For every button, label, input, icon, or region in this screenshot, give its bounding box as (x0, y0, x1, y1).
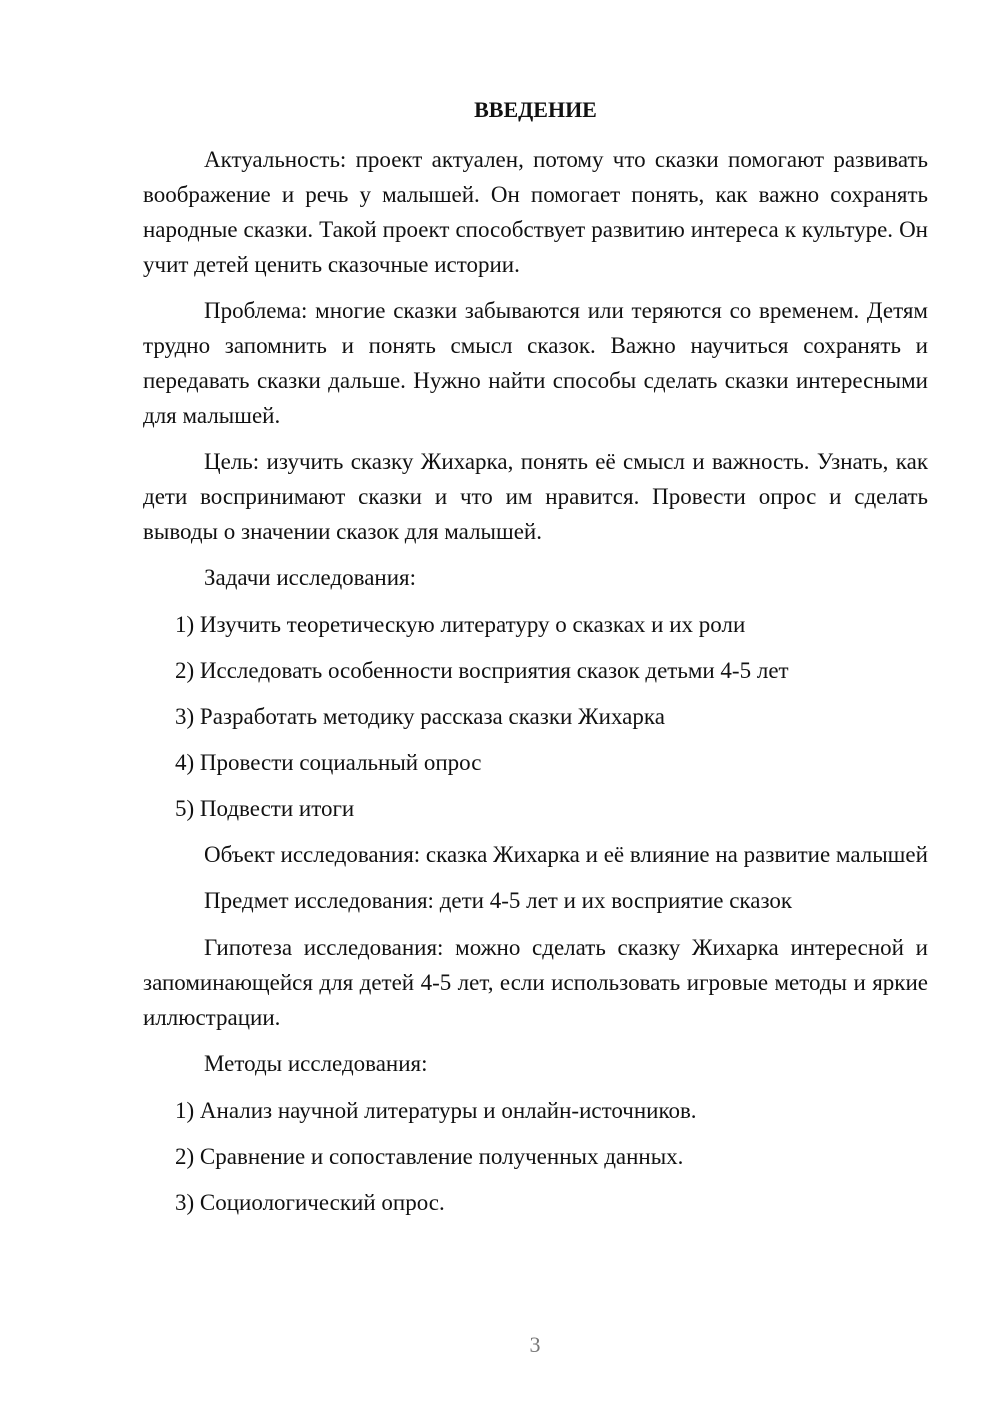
list-item: 1) Изучить теоретическую литературу о сказках и их роли (175, 612, 746, 637)
tasks-heading: Задачи исследования: (204, 565, 417, 590)
relevance-paragraph: Актуальность: проект актуален, потому что сказки помогают развивать воображение и речь у малышей. Он помогает понять, как важно сохранять народные сказки. Такой проект способствует развитию интереса к культуре. Он учит детей ценить сказочные истории. (143, 147, 928, 277)
document-page (143, 92, 928, 1231)
methods-heading: Методы исследования: (204, 1051, 428, 1076)
page-number: 3 (529, 1332, 541, 1357)
problem-paragraph: Проблема: многие сказки забываются или теряются со временем. Детям трудно запомнить и понять смысл сказок. Важно научиться сохранять и передавать сказки дальше. Нужно найти способы сделать сказки интересными для малышей. (143, 298, 928, 428)
list-item: 3) Социологический опрос. (175, 1190, 445, 1215)
list-item: 4) Провести социальный опрос (175, 750, 482, 775)
list-item: 2) Сравнение и сопоставление полученных данных. (175, 1144, 684, 1169)
list-item: 5) Подвести итоги (175, 796, 355, 821)
list-item: 1) Анализ научной литературы и онлайн-источников. (175, 1098, 697, 1123)
object-paragraph: Объект исследования: сказка Жихарка и её влияние на развитие малышей (204, 842, 928, 867)
subject-paragraph: Предмет исследования: дети 4-5 лет и их восприятие сказок (204, 888, 793, 913)
list-item: 2) Исследовать особенности восприятия сказок детьми 4-5 лет (175, 658, 789, 683)
list-item: 3) Разработать методику рассказа сказки Жихарка (175, 704, 665, 729)
goal-paragraph: Цель: изучить сказку Жихарка, понять её смысл и важность. Узнать, как дети воспринимают сказки и что им нравится. Провести опрос и сделать выводы о значении сказок для малышей. (143, 449, 928, 544)
page-title: ВВЕДЕНИЕ (474, 97, 597, 122)
tasks-list (143, 607, 928, 827)
methods-list (143, 1093, 928, 1221)
hypothesis-paragraph: Гипотеза исследования: можно сделать сказку Жихарка интересной и запоминающейся для детей 4-5 лет, если использовать игровые методы и яркие иллюстрации. (143, 935, 928, 1030)
